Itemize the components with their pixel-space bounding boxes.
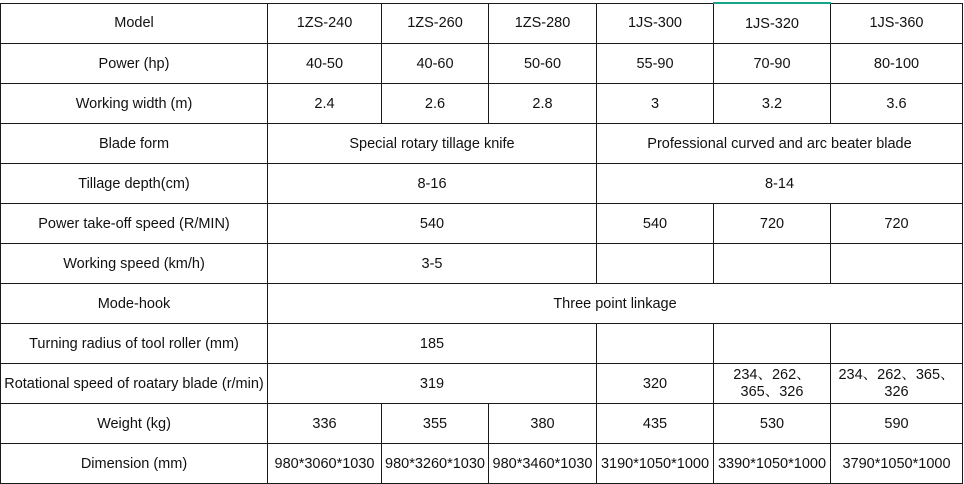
table-cell: 3-5 xyxy=(268,244,597,284)
model-header-cell: 1JS-320 xyxy=(714,3,831,44)
table-cell: 3390*1050*1000 xyxy=(714,444,831,484)
row-label: Blade form xyxy=(1,124,268,164)
table-cell xyxy=(831,244,963,284)
table-cell: 3190*1050*1000 xyxy=(597,444,714,484)
model-header-cell: 1ZS-280 xyxy=(489,3,597,44)
row-label: Rotational speed of roatary blade (r/min) xyxy=(1,364,268,404)
table-cell: 2.8 xyxy=(489,84,597,124)
table-cell xyxy=(714,244,831,284)
table-cell: Professional curved and arc beater blade xyxy=(597,124,963,164)
row-label: Turning radius of tool roller (mm) xyxy=(1,324,268,364)
row-label: Weight (kg) xyxy=(1,404,268,444)
table-cell: 80-100 xyxy=(831,44,963,84)
row-label: Working width (m) xyxy=(1,84,268,124)
table-cell: 50-60 xyxy=(489,44,597,84)
row-label: Power (hp) xyxy=(1,44,268,84)
spec-table xyxy=(0,2,963,484)
model-header-cell: 1JS-300 xyxy=(597,3,714,44)
table-cell: 40-60 xyxy=(382,44,489,84)
table-cell: 720 xyxy=(831,204,963,244)
table-cell: 2.6 xyxy=(382,84,489,124)
row-label: Mode-hook xyxy=(1,284,268,324)
model-header-cell: 1ZS-260 xyxy=(382,3,489,44)
table-cell: 40-50 xyxy=(268,44,382,84)
table-row-blade-form xyxy=(1,124,963,164)
table-cell: 3790*1050*1000 xyxy=(831,444,963,484)
table-cell: 720 xyxy=(714,204,831,244)
table-row-working-speed-km-h xyxy=(1,244,963,284)
table-cell: 530 xyxy=(714,404,831,444)
table-cell: 980*3260*1030 xyxy=(382,444,489,484)
table-cell xyxy=(597,324,714,364)
table-row-power-take-off-speed-r-min xyxy=(1,204,963,244)
table-cell: 234、262、365、326 xyxy=(831,364,963,404)
table-cell: 320 xyxy=(597,364,714,404)
model-header-cell: 1ZS-240 xyxy=(268,3,382,44)
table-cell: 319 xyxy=(268,364,597,404)
table-row-working-width-m xyxy=(1,84,963,124)
table-cell: 70-90 xyxy=(714,44,831,84)
spec-table-body xyxy=(1,3,963,484)
table-row-rotational-speed-of-roatary-blade-r-min xyxy=(1,364,963,404)
table-cell: Special rotary tillage knife xyxy=(268,124,597,164)
table-cell: 55-90 xyxy=(597,44,714,84)
row-label: Tillage depth(cm) xyxy=(1,164,268,204)
table-row-mode-hook xyxy=(1,284,963,324)
table-cell: 590 xyxy=(831,404,963,444)
table-cell: 8-16 xyxy=(268,164,597,204)
table-cell xyxy=(597,244,714,284)
table-cell xyxy=(831,324,963,364)
row-label: Dimension (mm) xyxy=(1,444,268,484)
row-label: Model xyxy=(1,3,268,44)
table-cell: 355 xyxy=(382,404,489,444)
row-label: Working speed (km/h) xyxy=(1,244,268,284)
table-row-model xyxy=(1,3,963,44)
table-row-power-hp xyxy=(1,44,963,84)
row-label: Power take-off speed (R/MIN) xyxy=(1,204,268,244)
table-cell: 3.6 xyxy=(831,84,963,124)
table-row-weight-kg xyxy=(1,404,963,444)
table-row-turning-radius-of-tool-roller-mm xyxy=(1,324,963,364)
table-cell: 2.4 xyxy=(268,84,382,124)
table-cell xyxy=(714,324,831,364)
table-cell: Three point linkage xyxy=(268,284,963,324)
table-cell: 540 xyxy=(597,204,714,244)
table-row-tillage-depth-cm xyxy=(1,164,963,204)
table-cell: 980*3060*1030 xyxy=(268,444,382,484)
table-cell: 3.2 xyxy=(714,84,831,124)
table-cell: 3 xyxy=(597,84,714,124)
table-cell: 8-14 xyxy=(597,164,963,204)
table-row-dimension-mm xyxy=(1,444,963,484)
table-cell: 380 xyxy=(489,404,597,444)
table-cell: 336 xyxy=(268,404,382,444)
table-cell: 540 xyxy=(268,204,597,244)
model-header-cell: 1JS-360 xyxy=(831,3,963,44)
table-cell: 435 xyxy=(597,404,714,444)
table-cell: 980*3460*1030 xyxy=(489,444,597,484)
table-cell: 234、262、365、326 xyxy=(714,364,831,404)
table-cell: 185 xyxy=(268,324,597,364)
